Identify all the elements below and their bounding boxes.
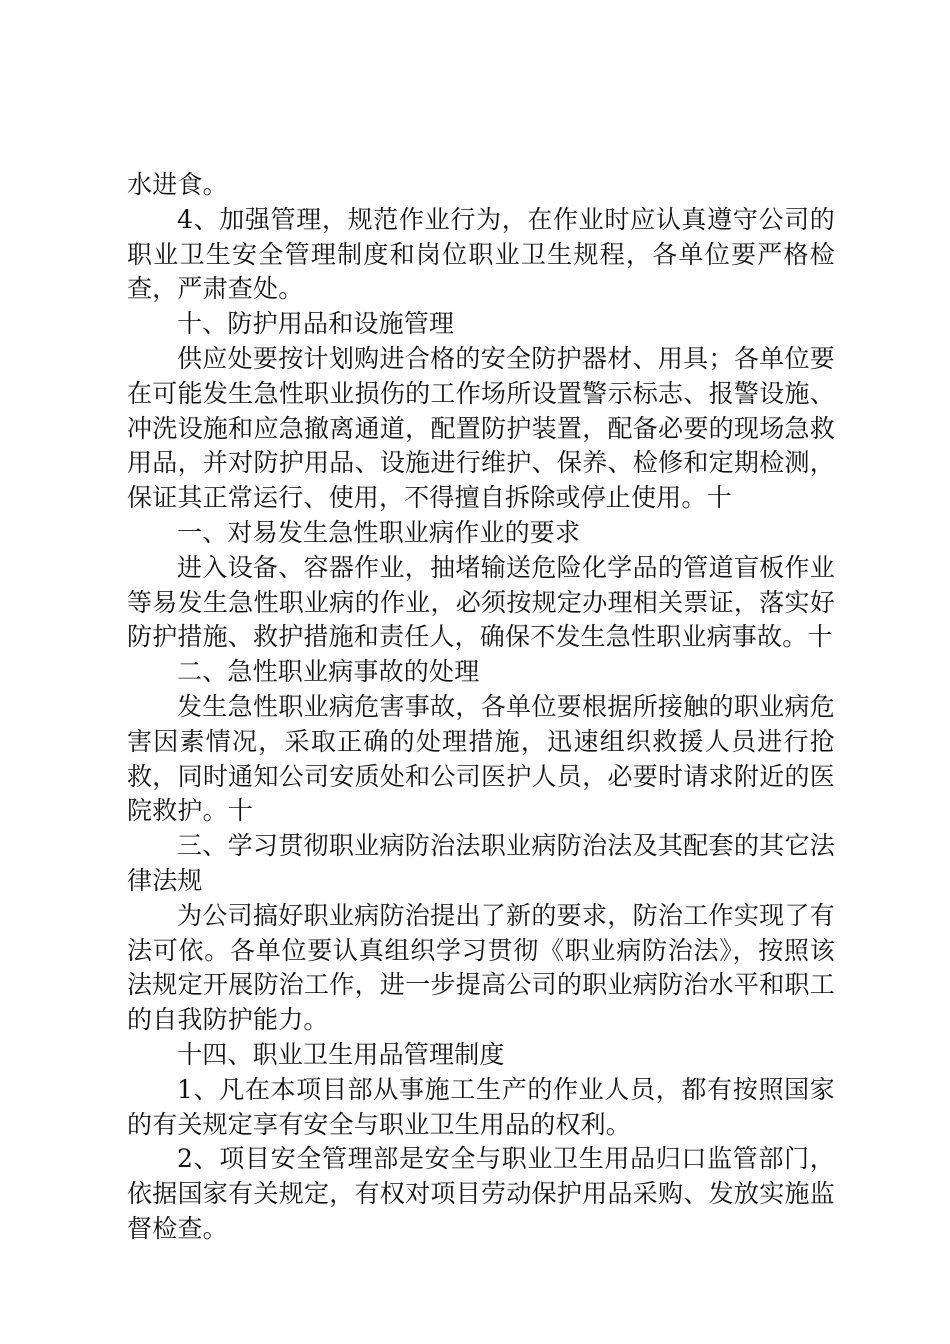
section-heading-13: 三、学习贯彻职业病防治法职业病防治法及其配套的其它法律法规 xyxy=(127,831,835,895)
paragraph-protective-equipment: 供应处要按计划购进合格的安全防护器材、用具；各单位要在可能发生急性职业损伤的工作场所设置警示标志、报警设施、冲洗设施和应急撤离通道，配置防护装置，配备必要的现场急救用品，并对防护用品、设施进行维护、保养、检修和定期检测，保证其正常运行、使用，不得擅自拆除或停止使用。十 xyxy=(127,343,835,513)
section-heading-10: 十、防护用品和设施管理 xyxy=(177,309,455,339)
paragraph-item-2: 2、项目安全管理部是安全与职业卫生用品归口监管部门，依据国家有关规定，有权对项目劳动保护用品采购、发放实施监督检查。 xyxy=(127,1144,835,1243)
paragraph-acute-work-requirements: 进入设备、容器作业，抽堵输送危险化学品的管道盲板作业等易发生急性职业病的作业，必须按规定办理相关票证，落实好防护措施、救护措施和责任人，确保不发生急性职业病事故。十 xyxy=(127,552,835,652)
paragraph-accident-handling: 发生急性职业病危害事故，各单位要根据所接触的职业病危害因素情况，采取正确的处理措施，迅速组织救援人员进行抢救，同时通知公司安质处和公司医护人员，必要时请求附近的医院救护。十 xyxy=(127,691,835,826)
section-heading-11: 一、对易发生急性职业病作业的要求 xyxy=(177,517,581,547)
document-body xyxy=(127,168,835,1247)
section-heading-14: 十四、职业卫生用品管理制度 xyxy=(177,1039,505,1069)
paragraph-law-study: 为公司搞好职业病防治提出了新的要求，防治工作实现了有法可依。各单位要认真组织学习贯彻《职业病防治法》，按照该法规定开展防治工作，进一步提高公司的职业病防治水平和职工的自我防护能力。 xyxy=(127,900,835,1035)
paragraph-item-4: 4、加强管理，规范作业行为，在作业时应认真遵守公司的职业卫生安全管理制度和岗位职业卫生规程，各单位要严格检查，严肃查处。 xyxy=(127,204,835,304)
paragraph-continuation: 水进食。 xyxy=(127,170,228,199)
section-heading-12: 二、急性职业病事故的处理 xyxy=(177,657,480,687)
paragraph-item-1: 1、凡在本项目部从事施工生产的作业人员，都有按照国家的有关规定享有安全与职业卫生用品的权利。 xyxy=(127,1074,835,1139)
